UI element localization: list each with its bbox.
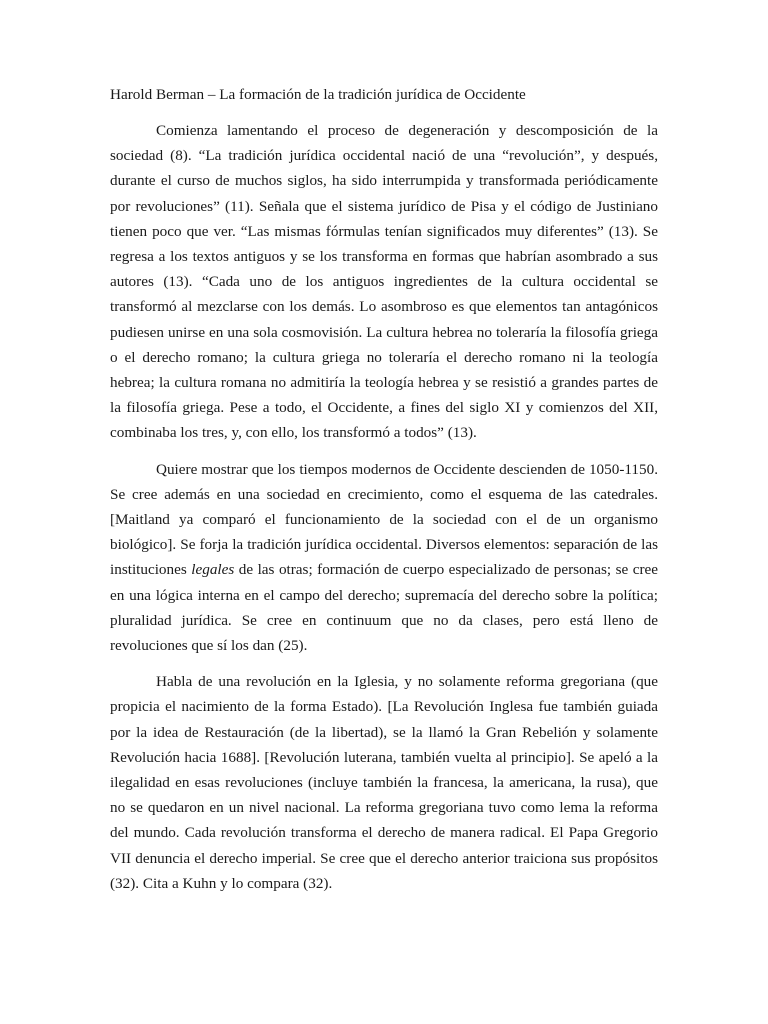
paragraph-1	[110, 118, 658, 446]
paragraph-2	[110, 457, 658, 659]
paragraph-3-text: Habla de una revolución en la Iglesia, y no solamente reforma gregoriana (que propicia el nacimiento de la forma Estado). [La Revolución Inglesa fue también guiada por la idea de Restauración (de la libertad), se la llamó la Gran Rebelión y solamente Revolución hacia 1688]. [Revolución luterana, también vuelta al principio]. Se apeló a la ilegalidad en esas revoluciones (incluye también la francesa, la americana, la rusa), que no se quedaron en un nivel nacional. La reforma gregoriana tuvo como lema la reforma del mundo. Cada revolución transforma el derecho de manera radical. El Papa Gregorio VII denuncia el derecho imperial. Se cree que el derecho anterior traiciona sus propósitos (32). Cita a Kuhn y lo compara (32).	[110, 673, 658, 892]
paragraph-2-emphasis: legales	[191, 561, 235, 579]
document-title: Harold Berman – La formación de la tradición jurídica de Occidente	[110, 86, 526, 103]
document-page	[110, 82, 658, 907]
paragraph-3	[110, 669, 658, 896]
paragraph-2-text-b: de las otras; formación de cuerpo especializado de personas; se cree en una lógica interna en el campo del derecho; supremacía del derecho sobre la política; pluralidad jurídica. Se cree en continuum que no da clases, pero está lleno de revoluciones que sí los dan (25).	[110, 561, 659, 655]
paragraph-2-text-a: Quiere mostrar que los tiempos modernos de Occidente descienden de 1050-1150. Se cree además en una sociedad en crecimiento, como el esquema de las catedrales. [Maitland ya comparó el funcionamiento de la sociedad con el de un organismo biológico]. Se forja la tradición jurídica occidental. Diversos elementos: separación de las instituciones	[110, 460, 658, 579]
paragraph-1-text: Comienza lamentando el proceso de degeneración y descomposición de la sociedad (8). “La tradición jurídica occidental nació de una “revolución”, y después, durante el curso de muchos siglos, ha sido interrumpida y transformada periódicamente por revoluciones” (11). Señala que el sistema jurídico de Pisa y el código de Justiniano tienen poco que ver. “Las mismas fórmulas tenían significados muy diferentes” (13). Se regresa a los textos antiguos y se los transforma en formas que habrían asombrado a sus autores (13). “Cada uno de los antiguos ingredientes de la cultura occidental se transformó al mezclarse con los demás. Lo asombroso es que elementos tan antagónicos pudiesen unirse en una sola cosmovisión. La cultura hebrea no toleraría la filosofía griega o el derecho romano; la cultura griega no toleraría el derecho romano ni la teología hebrea; la cultura romana no admitiría la teología hebrea y se resistió a grandes partes de la filosofía griega. Pese a todo, el Occidente, a fines del siglo XI y comienzos del XII, combinaba los tres, y, con ello, los transformó a todos” (13).	[110, 122, 658, 442]
